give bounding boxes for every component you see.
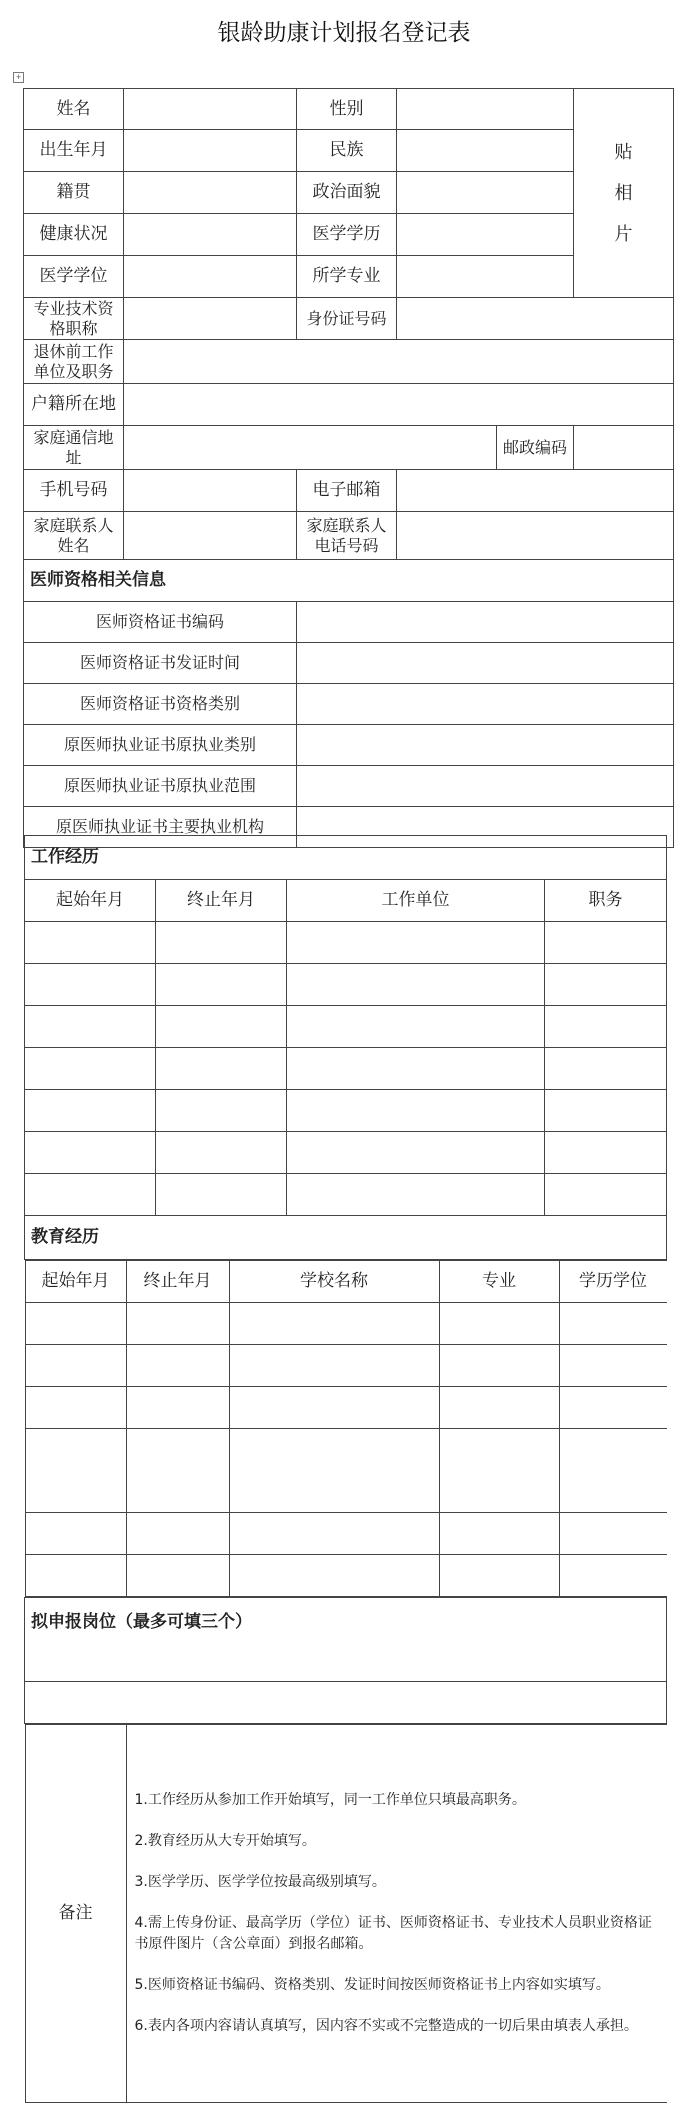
- edu-heading: 教育经历: [25, 1216, 667, 1260]
- label-contact-phone: 家庭联系人电话号码: [297, 512, 397, 560]
- note-item: 5.医师资格证书编码、资格类别、发证时间按医师资格证书上内容如实填写。: [134, 1977, 610, 1993]
- field-political[interactable]: [397, 172, 574, 214]
- work-cell[interactable]: [287, 1048, 545, 1090]
- edu-col-header: 学历学位: [559, 1261, 667, 1303]
- field-med-edu[interactable]: [397, 214, 574, 256]
- label-postcode: 邮政编码: [497, 426, 574, 470]
- qual-label: 医师资格证书资格类别: [24, 684, 297, 725]
- table-row: [25, 1345, 667, 1387]
- work-cell[interactable]: [545, 1132, 667, 1174]
- work-cell[interactable]: [156, 1174, 287, 1216]
- work-cell[interactable]: [287, 922, 545, 964]
- label-med-edu: 医学学历: [297, 214, 397, 256]
- work-cell[interactable]: [156, 1006, 287, 1048]
- work-cell[interactable]: [25, 922, 156, 964]
- work-col-header: 终止年月: [156, 880, 287, 922]
- edu-cell[interactable]: [229, 1513, 439, 1555]
- field-household[interactable]: [124, 384, 674, 426]
- edu-cell[interactable]: [229, 1387, 439, 1429]
- table-row: [25, 1090, 667, 1132]
- work-cell[interactable]: [545, 922, 667, 964]
- edu-cell[interactable]: [439, 1555, 559, 1597]
- work-cell[interactable]: [545, 1174, 667, 1216]
- work-cell[interactable]: [287, 1174, 545, 1216]
- table-row: [25, 1555, 667, 1597]
- table-row: [25, 1132, 667, 1174]
- note-item: 2.教育经历从大专开始填写。: [134, 1833, 316, 1849]
- notes-table: [25, 1724, 667, 2103]
- work-col-header: 起始年月: [25, 880, 156, 922]
- note-item: 6.表内各项内容请认真填写，因内容不实或不完整造成的一切后果由填表人承担。: [134, 2018, 638, 2034]
- work-cell[interactable]: [25, 964, 156, 1006]
- edu-cell[interactable]: [126, 1513, 229, 1555]
- work-cell[interactable]: [287, 964, 545, 1006]
- table-row: [25, 1429, 667, 1513]
- photo-box[interactable]: [574, 89, 674, 298]
- edu-table: [25, 1260, 667, 1597]
- table-row: [25, 1174, 667, 1216]
- work-cell[interactable]: [287, 1132, 545, 1174]
- edu-cell[interactable]: [25, 1555, 126, 1597]
- edu-cell[interactable]: [559, 1345, 667, 1387]
- table-row: [25, 1006, 667, 1048]
- work-cell[interactable]: [25, 1174, 156, 1216]
- work-cell[interactable]: [287, 1006, 545, 1048]
- label-ethnicity: 民族: [297, 130, 397, 172]
- edu-cell[interactable]: [126, 1345, 229, 1387]
- edu-cell[interactable]: [559, 1429, 667, 1513]
- field-birth[interactable]: [124, 130, 297, 172]
- edu-col-header: 学校名称: [229, 1261, 439, 1303]
- edu-cell[interactable]: [559, 1303, 667, 1345]
- label-health: 健康状况: [24, 214, 124, 256]
- field-name[interactable]: [124, 89, 297, 130]
- edu-cell[interactable]: [126, 1429, 229, 1513]
- label-email: 电子邮箱: [297, 470, 397, 512]
- page-title: 银龄助康计划报名登记表: [217, 20, 471, 46]
- field-address[interactable]: [124, 426, 497, 470]
- work-cell[interactable]: [25, 1090, 156, 1132]
- work-cell[interactable]: [545, 1006, 667, 1048]
- table-row: [25, 1387, 667, 1429]
- edu-cell[interactable]: [126, 1387, 229, 1429]
- field-id-card[interactable]: [397, 298, 674, 340]
- work-cell[interactable]: [545, 1048, 667, 1090]
- field-gender[interactable]: [397, 89, 574, 130]
- qual-label: 医师资格证书发证时间: [24, 643, 297, 684]
- qual-field[interactable]: [297, 725, 674, 766]
- qual-field[interactable]: [297, 766, 674, 807]
- work-table: [24, 835, 667, 2103]
- edu-cell[interactable]: [25, 1513, 126, 1555]
- edu-cell[interactable]: [439, 1513, 559, 1555]
- label-political: 政治面貌: [297, 172, 397, 214]
- photo-label-1: 贴: [614, 141, 633, 163]
- edu-cell[interactable]: [25, 1303, 126, 1345]
- field-native[interactable]: [124, 172, 297, 214]
- edu-cell[interactable]: [439, 1303, 559, 1345]
- work-cell[interactable]: [25, 1006, 156, 1048]
- work-col-header: 职务: [545, 880, 667, 922]
- label-retire-unit: 退休前工作单位及职务: [24, 340, 124, 384]
- qual-field[interactable]: [297, 602, 674, 643]
- field-med-degree[interactable]: [124, 256, 297, 298]
- work-cell[interactable]: [25, 1132, 156, 1174]
- field-major[interactable]: [397, 256, 574, 298]
- photo-label-2: 相: [614, 182, 633, 204]
- field-retire-unit[interactable]: [124, 340, 674, 384]
- edu-cell[interactable]: [25, 1387, 126, 1429]
- edu-cell[interactable]: [229, 1429, 439, 1513]
- qual-label: 原医师执业证书主要执业机构: [24, 807, 297, 848]
- edu-col-header: 专业: [439, 1261, 559, 1303]
- field-email[interactable]: [397, 470, 674, 512]
- work-cell[interactable]: [156, 1090, 287, 1132]
- work-cell[interactable]: [156, 1048, 287, 1090]
- label-gender: 性别: [297, 89, 397, 130]
- work-cell[interactable]: [156, 964, 287, 1006]
- edu-cell[interactable]: [559, 1513, 667, 1555]
- position-field[interactable]: [25, 1682, 667, 1724]
- label-major: 所学专业: [297, 256, 397, 298]
- edu-cell[interactable]: [229, 1555, 439, 1597]
- table-row: [25, 1303, 667, 1345]
- basic-info-table: [23, 88, 674, 848]
- qual-heading: 医师资格相关信息: [24, 560, 674, 602]
- label-id-card: 身份证号码: [297, 298, 397, 340]
- edu-col-header: 起始年月: [25, 1261, 126, 1303]
- table-row: [25, 1513, 667, 1555]
- edu-cell[interactable]: [229, 1303, 439, 1345]
- label-native: 籍贯: [24, 172, 124, 214]
- edu-cell[interactable]: [559, 1387, 667, 1429]
- work-col-header: 工作单位: [287, 880, 545, 922]
- field-health[interactable]: [124, 214, 297, 256]
- table-row: [25, 1048, 667, 1090]
- work-heading: 工作经历: [25, 836, 667, 880]
- position-heading: 拟申报岗位（最多可填三个）: [25, 1598, 667, 1682]
- photo-label-3: 片: [614, 223, 633, 245]
- work-cell[interactable]: [545, 1090, 667, 1132]
- work-cell[interactable]: [545, 964, 667, 1006]
- qual-field[interactable]: [297, 684, 674, 725]
- table-row: [25, 964, 667, 1006]
- work-cell[interactable]: [25, 1048, 156, 1090]
- label-name: 姓名: [24, 89, 124, 130]
- field-mobile[interactable]: [124, 470, 297, 512]
- label-med-degree: 医学学位: [24, 256, 124, 298]
- edu-cell[interactable]: [439, 1387, 559, 1429]
- work-cell[interactable]: [156, 922, 287, 964]
- field-postcode[interactable]: [574, 426, 674, 470]
- edu-cell[interactable]: [439, 1345, 559, 1387]
- label-mobile: 手机号码: [24, 470, 124, 512]
- work-cell[interactable]: [287, 1090, 545, 1132]
- qual-label: 医师资格证书编码: [24, 602, 297, 643]
- notes-label: 备注: [25, 1725, 126, 2103]
- qual-field[interactable]: [297, 643, 674, 684]
- label-contact-name: 家庭联系人姓名: [24, 512, 124, 560]
- edu-cell[interactable]: [439, 1429, 559, 1513]
- note-item: 4.需上传身份证、最高学历（学位）证书、医师资格证书、专业技术人员职业资格证书原件图片（含公章面）到报名邮箱。: [134, 1915, 652, 1952]
- label-birth: 出生年月: [24, 130, 124, 172]
- field-contact-phone[interactable]: [397, 512, 674, 560]
- field-ethnicity[interactable]: [397, 130, 574, 172]
- table-row: [25, 922, 667, 964]
- qual-label: 原医师执业证书原执业类别: [24, 725, 297, 766]
- note-item: 3.医学学历、医学学位按最高级别填写。: [134, 1874, 386, 1890]
- edu-cell[interactable]: [126, 1303, 229, 1345]
- edu-cell[interactable]: [126, 1555, 229, 1597]
- edu-cell[interactable]: [229, 1345, 439, 1387]
- edu-col-header: 终止年月: [126, 1261, 229, 1303]
- label-tech-title: 专业技术资格职称: [24, 298, 124, 340]
- table-anchor-icon[interactable]: +: [13, 72, 24, 83]
- edu-cell[interactable]: [25, 1345, 126, 1387]
- note-item: 1.工作经历从参加工作开始填写，同一工作单位只填最高职务。: [134, 1792, 526, 1808]
- qual-label: 原医师执业证书原执业范围: [24, 766, 297, 807]
- work-cell[interactable]: [156, 1132, 287, 1174]
- edu-cell[interactable]: [559, 1555, 667, 1597]
- label-household: 户籍所在地: [24, 384, 124, 426]
- notes-content: [126, 1725, 667, 2103]
- edu-cell[interactable]: [25, 1429, 126, 1513]
- label-address: 家庭通信地址: [24, 426, 124, 470]
- field-contact-name[interactable]: [124, 512, 297, 560]
- field-tech-title[interactable]: [124, 298, 297, 340]
